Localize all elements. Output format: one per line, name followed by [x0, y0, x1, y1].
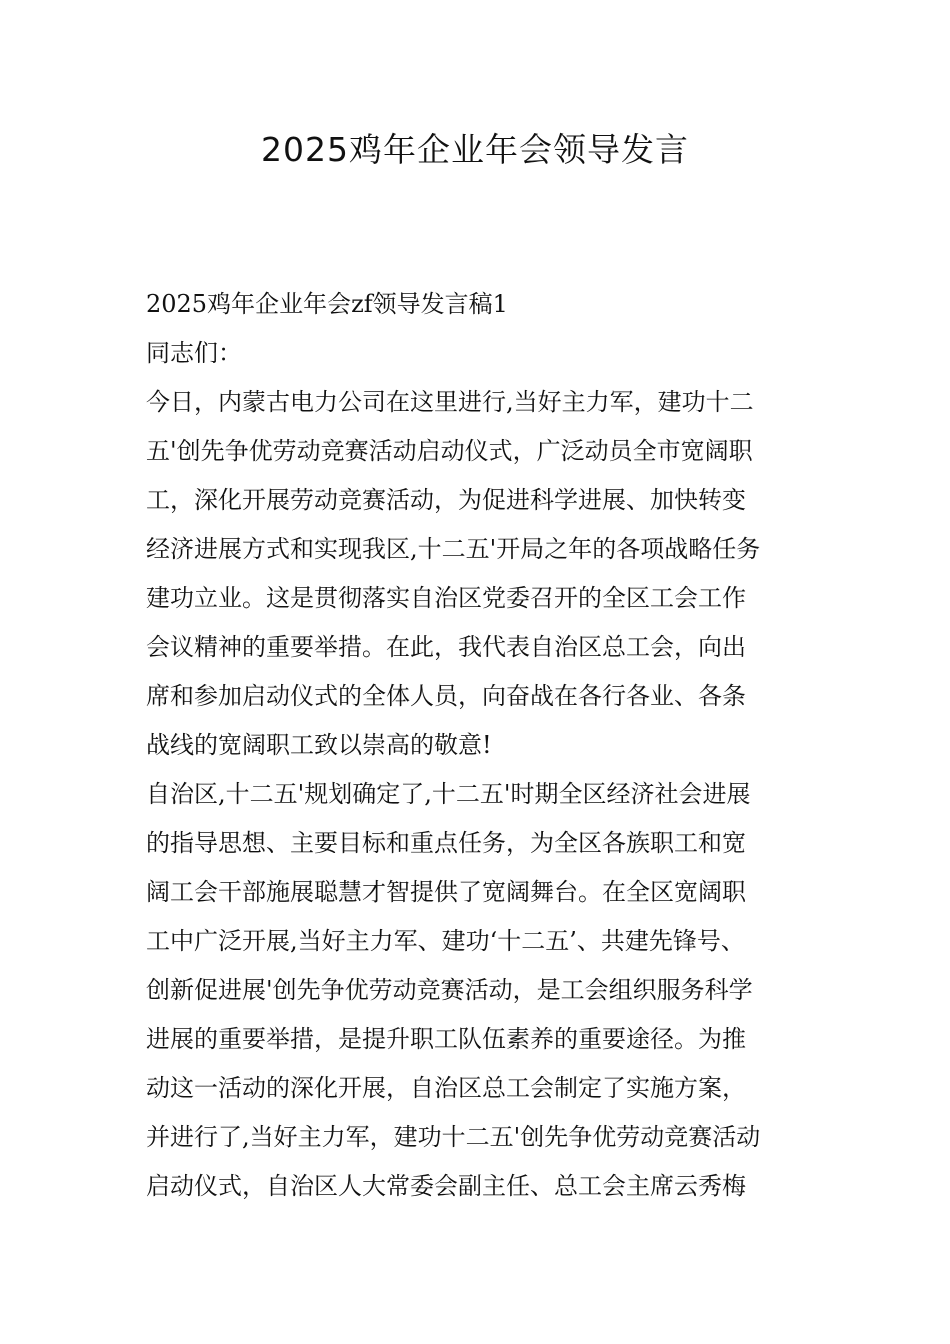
document-title: 2025鸡年企业年会领导发言 — [261, 130, 689, 169]
text-line: 经济进展方式和实现我区,十二五'开局之年的各项战略任务 — [146, 535, 761, 563]
text-line: 自治区,十二五'规划确定了,十二五'时期全区经济社会进展 — [146, 780, 751, 808]
text-line: 2025鸡年企业年会zf领导发言稿1 — [146, 290, 508, 318]
text-line: 阔工会干部施展聪慧才智提供了宽阔舞台。在全区宽阔职 — [146, 878, 746, 906]
text-line: 今日，内蒙古电力公司在这里进行,当好主力军，建功十二 — [146, 388, 754, 416]
text-line: 的指导思想、主要目标和重点任务，为全区各族职工和宽 — [146, 829, 746, 857]
text-line: 建功立业。这是贯彻落实自治区党委召开的全区工会工作 — [146, 584, 746, 612]
text-line: 进展的重要举措，是提升职工队伍素养的重要途径。为推 — [146, 1025, 746, 1053]
text-line: 工，深化开展劳动竞赛活动，为促进科学进展、加快转变 — [146, 486, 746, 514]
text-line: 工中广泛开展,当好主力军、建功‘十二五’、共建先锋号、 — [146, 927, 745, 955]
text-line: 同志们： — [146, 339, 242, 367]
text-line: 五'创先争优劳动竞赛活动启动仪式，广泛动员全市宽阔职 — [146, 437, 753, 465]
text-line: 会议精神的重要举措。在此，我代表自治区总工会，向出 — [146, 633, 746, 661]
text-line: 启动仪式，自治区人大常委会副主任、总工会主席云秀梅 — [146, 1172, 746, 1200]
document-body — [146, 280, 811, 1211]
text-line: 并进行了,当好主力军，建功十二五'创先争优劳动竞赛活动 — [146, 1123, 761, 1151]
text-line: 战线的宽阔职工致以崇高的敬意! — [146, 731, 492, 759]
text-line: 动这一活动的深化开展，自治区总工会制定了实施方案， — [146, 1074, 746, 1102]
text-line: 创新促进展'创先争优劳动竞赛活动，是工会组织服务科学 — [146, 976, 753, 1004]
text-line: 席和参加启动仪式的全体人员，向奋战在各行各业、各条 — [146, 682, 746, 710]
